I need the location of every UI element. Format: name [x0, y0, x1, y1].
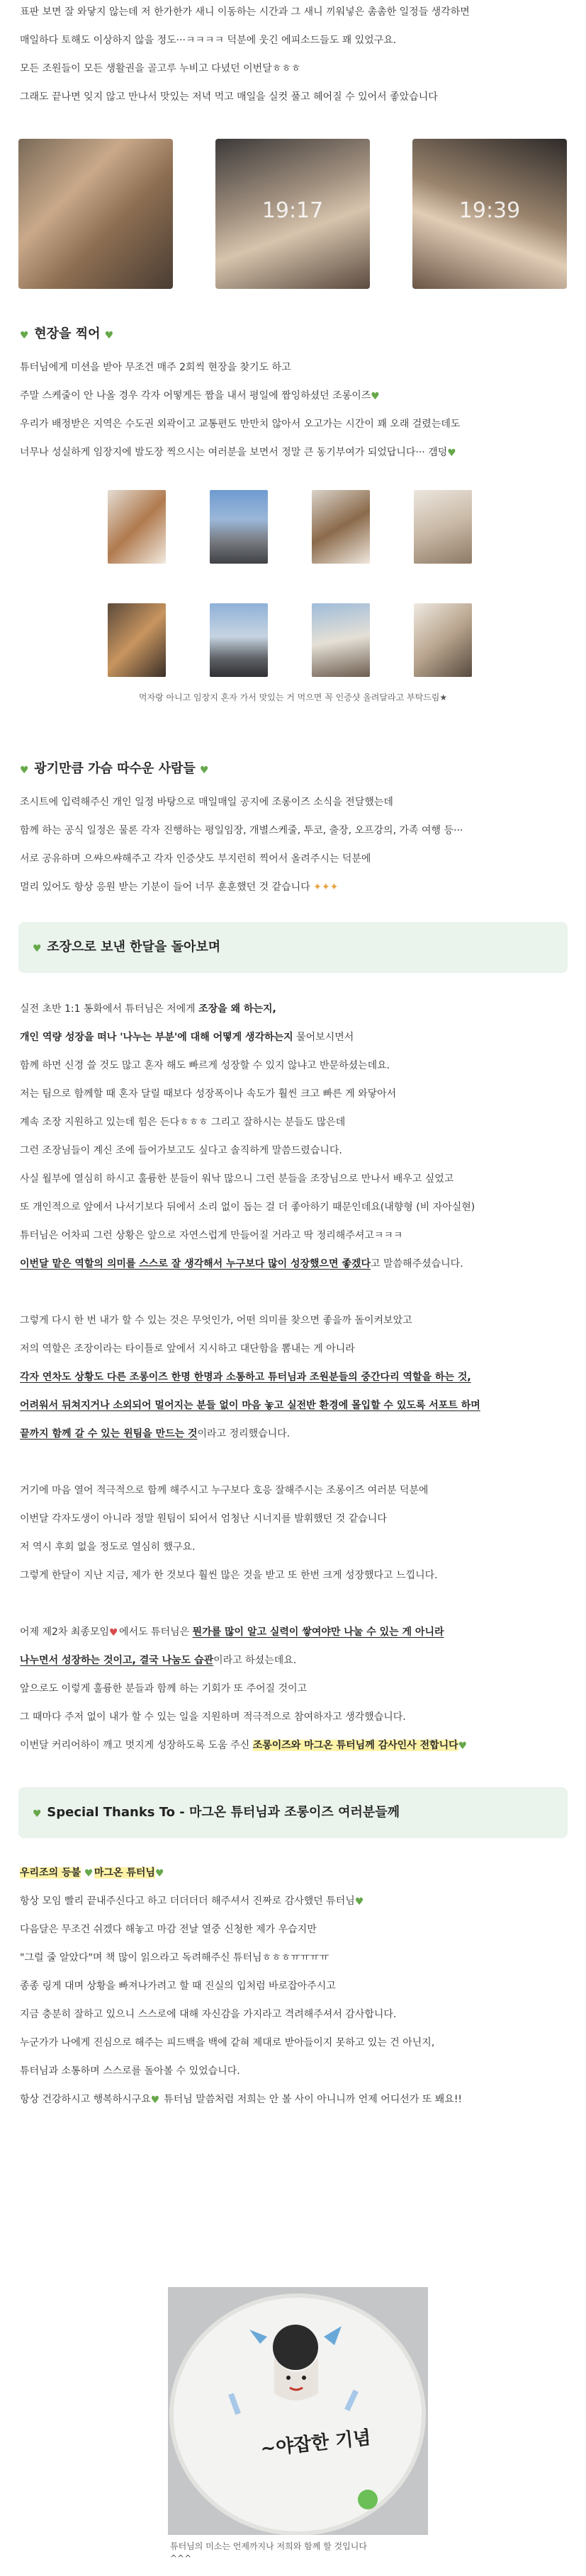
section3-line-a2: 저는 팀으로 함께할 때 혼자 달릴 때보다 성장폭이나 속도가 훨씬 크고 빠른 게 와닿아서 — [20, 1088, 397, 1100]
section-heading-people — [20, 759, 572, 779]
section4-line-5: 지금 충분히 잘하고 있으니 스스로에 대해 자신감을 가지라고 격려해주셔서 감사합니다. — [20, 2009, 397, 2020]
heart-icon: ♥ — [20, 330, 29, 341]
heart-icon: ♥ — [20, 765, 29, 776]
section3-line-a3: 계속 조장 지원하고 있는데 힘은 든다ㅎㅎㅎ 그리고 잘하시는 분들도 많은데 — [20, 1117, 346, 1128]
food-thumbnail — [108, 603, 166, 677]
section1-line-1: 튜터님에게 미션을 받아 무조건 매주 2회씩 현장을 찾기도 하고 — [20, 362, 291, 373]
section2-line-1: 조시트에 입력해주신 개인 일정 바탕으로 매일매일 공지에 조롱이즈 소식을 전달했는데 — [20, 797, 393, 808]
section2-line-2: 함께 하는 공식 일정은 물론 각자 진행하는 평일임장, 개별스케줄, 투코, 출장, 오프강의, 가족 여행 등··· — [20, 825, 463, 836]
section3-p4-line-2: 나누면서 성장하는 것이고, 결국 나눔도 습관이라고 하셨는데요. — [20, 1655, 297, 1666]
cake-caption-line-1: 튜터님의 미소는 언제까지나 저희와 함께 할 것입니다 — [170, 2541, 367, 2551]
heart-icon: ♥ — [104, 330, 114, 341]
heart-icon: ♥ — [371, 391, 380, 402]
photo-timestamp: 19:39 — [458, 198, 521, 223]
heading-text: 현장을 찍어 — [34, 326, 101, 341]
section3-p1-line-1: 실전 초반 1:1 통화에서 튜터님은 저에게 조장을 왜 하는지, — [20, 1003, 276, 1015]
section1-line-2: 주말 스케줄이 안 나올 경우 각자 어떻게든 짬을 내서 평일에 짬잉하셨던 조롱이즈♥ — [20, 390, 380, 402]
heart-icon: ♥ — [33, 943, 42, 954]
section3-line-a4: 그런 조장님들이 계신 조에 들어가보고도 싶다고 솔직하게 말씀드렸습니다. — [20, 1145, 342, 1156]
dessert-thumbnail — [312, 490, 370, 564]
section-heading-review — [33, 937, 553, 957]
meal-thumbnail — [108, 490, 166, 564]
section3-p2: 이번달 맡은 역할의 의미를 스스로 잘 생각해서 누구보다 많이 성장했으면 좋겠다고 말씀해주셨습니다. — [20, 1258, 463, 1270]
intro-line-4: 그래도 끝나면 잊지 않고 만나서 맛있는 저녁 먹고 매일을 실컷 풀고 헤어질 수 있어서 좋았습니다 — [20, 91, 438, 103]
heart-icon: ♥ — [200, 765, 209, 776]
section3-line-a6: 또 개인적으로 앞에서 나서기보다 뒤에서 소리 없이 돕는 걸 더 좋아하기 때문인데요(내향형 (비 자아실현) — [20, 1202, 475, 1213]
building-thumbnail — [210, 603, 268, 677]
restaurant-thumbnail — [414, 603, 472, 677]
section3-p1-line-2: 개인 역량 성장을 떠나 '나누는 부분'에 대해 어떻게 생각하는지 물어보시면서 — [20, 1032, 354, 1043]
heading-text: 조장으로 보낸 한달을 돌아보며 — [47, 940, 221, 954]
section4-subheading: 우리조의 등불 ♥마그온 튜터님♥ — [20, 1867, 164, 1879]
street-thumbnail — [210, 490, 268, 564]
section4-line-6: 누군가가 나에게 진심으로 해주는 피드백을 백에 같혀 제대로 받아들이지 못하고 있는 건 아닌지, — [20, 2037, 435, 2048]
cake-text: ~야잡한 기념 — [259, 2427, 372, 2461]
section3-line-c1: 거기에 마음 열어 적극적으로 함께 해주시고 누구보다 호응 잘해주시는 조롱이즈 여러분 덕분에 — [20, 1485, 429, 1496]
section3-line-a1: 함께 하면 신경 쓸 것도 많고 혼자 해도 빠르게 성장할 수 있지 않냐고 반문하셨는데요. — [20, 1060, 390, 1071]
cake-illustration — [168, 2287, 428, 2535]
heading-text: 광기만큼 가슴 따수운 사람들 — [34, 761, 196, 776]
section3-p3-line-1: 각자 연차도 상황도 다른 조롱이즈 한명 한명과 소통하고 튜터님과 조원분들의 중간다리 역할을 하는 것, — [20, 1372, 471, 1383]
photo-caption: 먹자랑 아니고 임장지 혼자 가서 맛있는 거 먹으면 꼭 인증샷 올려달라고 부탁드림★ — [138, 693, 448, 702]
heart-icon: ♥ — [150, 2095, 160, 2106]
intro-line-1: 표판 보면 잘 와닿지 않는데 저 한가한가 새니 이동하는 시간과 그 새니 끼워넣은 촘촘한 일정들 생각하면 — [20, 6, 470, 18]
section4-line-2: 다음달은 무조건 쉬겠다 해놓고 마감 전날 열중 신청한 제가 우습지만 — [20, 1924, 317, 1935]
section3-line-b2: 저의 역할은 조장이라는 타이틀로 앞에서 지시하고 대단함을 뽐내는 게 아니라 — [20, 1343, 355, 1355]
section1-line-4: 너무나 성실하게 임장지에 발도장 찍으시는 여러분을 보면서 정말 큰 동기부여가 되었답니다··· 갬덩♥ — [20, 447, 456, 459]
group-hands-photo-3 — [412, 139, 567, 289]
section3-line-c2: 이번달 각자도생이 아니라 정말 원팀이 되어서 엄청난 시너지를 발휘했던 것 같습니다 — [20, 1513, 387, 1524]
section4-line-3: "그럴 줄 알았다"며 책 많이 읽으라고 독려해주신 튜터님ㅎㅎㅎㅠㅠㅠㅠ — [20, 1952, 329, 1964]
cafe-thumbnail — [414, 490, 472, 564]
section-heading-field — [20, 324, 572, 344]
section3-line-d1: 앞으로도 이렇게 훌륭한 분들과 함께 하는 기회가 또 주어질 것이고 — [20, 1683, 308, 1694]
section-banner-review — [18, 922, 568, 973]
heart-icon: ♥ — [447, 448, 456, 459]
heart-icon: ♥ — [154, 1868, 164, 1879]
group-hands-photo-1 — [18, 139, 173, 289]
section3-line-a5: 사실 월부에 열심히 하시고 훌륭한 분들이 워낙 많으니 그런 분들을 조장님으로 만나서 배우고 싶었고 — [20, 1173, 454, 1185]
cake-photo — [168, 2287, 428, 2535]
section4-line-1: 항상 모임 빨리 끝내주신다고 하고 더더더더 해주셔서 진짜로 감사했던 튜터님♥ — [20, 1896, 364, 1908]
section4-line-8: 항상 건강하시고 행복하시구요♥ 튜터님 말씀처럼 저희는 안 볼 사이 아니니까 언제 어디선가 또 봬요!! — [20, 2094, 463, 2106]
heading-text: Special Thanks To - 마그온 튜터님과 조롱이즈 여러분들께 — [47, 1805, 400, 1820]
section2-line-3: 서로 공유하며 으쌰으쌰해주고 각자 인증샷도 부지런히 찍어서 올려주시는 덕분에 — [20, 853, 371, 865]
heart-icon: ♥ — [33, 1808, 42, 1820]
section3-line-a7: 튜터님은 어차피 그런 상황은 앞으로 자연스럽게 만들어질 거라고 딱 정리해주셔고ㅋㅋㅋ — [20, 1230, 403, 1241]
section3-p4-line-1: 어제 제2차 최종모임♥에서도 튜터님은 뭔가를 많이 알고 실력이 쌓여야만 나눌 수 있는 게 아니라 — [20, 1626, 444, 1639]
intro-line-3: 모든 조원들이 모든 생활권을 골고루 누비고 다녔던 이번달ㅎㅎㅎ — [20, 63, 301, 74]
section-banner-thanks — [18, 1787, 568, 1838]
section3-line-d2: 그 때마다 주저 없이 내가 할 수 있는 일을 지원하며 적극적으로 참여하자고 생각했습니다. — [20, 1711, 406, 1723]
section-heading-thanks — [33, 1803, 553, 1823]
photo-timestamp: 19:17 — [261, 198, 324, 223]
section3-p3-line-3: 끝까지 함께 갈 수 있는 윈팀을 만드는 것이라고 정리했습니다. — [20, 1428, 291, 1440]
section3-line-b1: 그렇게 다시 한 번 내가 할 수 있는 것은 무엇인가, 어떤 의미를 찾으면 좋을까 돌이켜보았고 — [20, 1315, 412, 1326]
section3-line-c3: 저 역시 후회 없을 정도로 열심히 했구요. — [20, 1541, 196, 1553]
section3-p3-line-2: 어려워서 뒤쳐지거나 소외되어 멀어지는 분들 없이 마음 놓고 실전반 환경에 몰입할 수 있도록 서포트 하며 — [20, 1400, 480, 1411]
section4-line-4: 종종 링게 대며 상황을 빠져나가려고 할 때 진실의 입처럼 바로잡아주시고 — [20, 1981, 336, 1992]
group-hands-photo-2 — [215, 139, 370, 289]
section2-line-4: 멀리 있어도 항상 응원 받는 기분이 들어 너무 훈훈했던 것 같습니다 ✦✦✦ — [20, 882, 339, 893]
section4-line-7: 튜터님과 소통하며 스스로를 돌아볼 수 있었습니다. — [20, 2065, 240, 2077]
section3-line-c4: 그렇게 한달이 지난 지금, 제가 한 것보다 훨씬 많은 것을 받고 또 한번 크게 성장했다고 느낍니다. — [20, 1570, 438, 1581]
party-icon: ✦✦✦ — [313, 882, 339, 893]
heart-icon: ♥ — [458, 1740, 468, 1752]
section1-line-3: 우리가 배정받은 지역은 수도권 외곽이고 교통편도 만만치 않아서 오고가는 시간이 꽤 오래 걸렸는데도 — [20, 418, 461, 430]
heart-icon: ♥ — [354, 1896, 364, 1908]
section3-p5: 이번달 커리어하이 깨고 멋지게 성장하도록 도움 주신 조롱이즈와 마그온 튜터님께 감사인사 전합니다♥ — [20, 1740, 468, 1752]
heart-icon: ♥ — [84, 1868, 94, 1879]
town-thumbnail — [312, 603, 370, 677]
heart-red-icon: ♥ — [109, 1627, 118, 1639]
cake-caption-line-2: ^^^ — [170, 2553, 192, 2563]
cake-caption — [170, 2541, 367, 2565]
intro-line-2: 매일하다 토해도 이상하지 않을 정도···ㅋㅋㅋㅋ 덕분에 웃긴 에피소드들도 꽤 있었구요. — [20, 35, 397, 46]
